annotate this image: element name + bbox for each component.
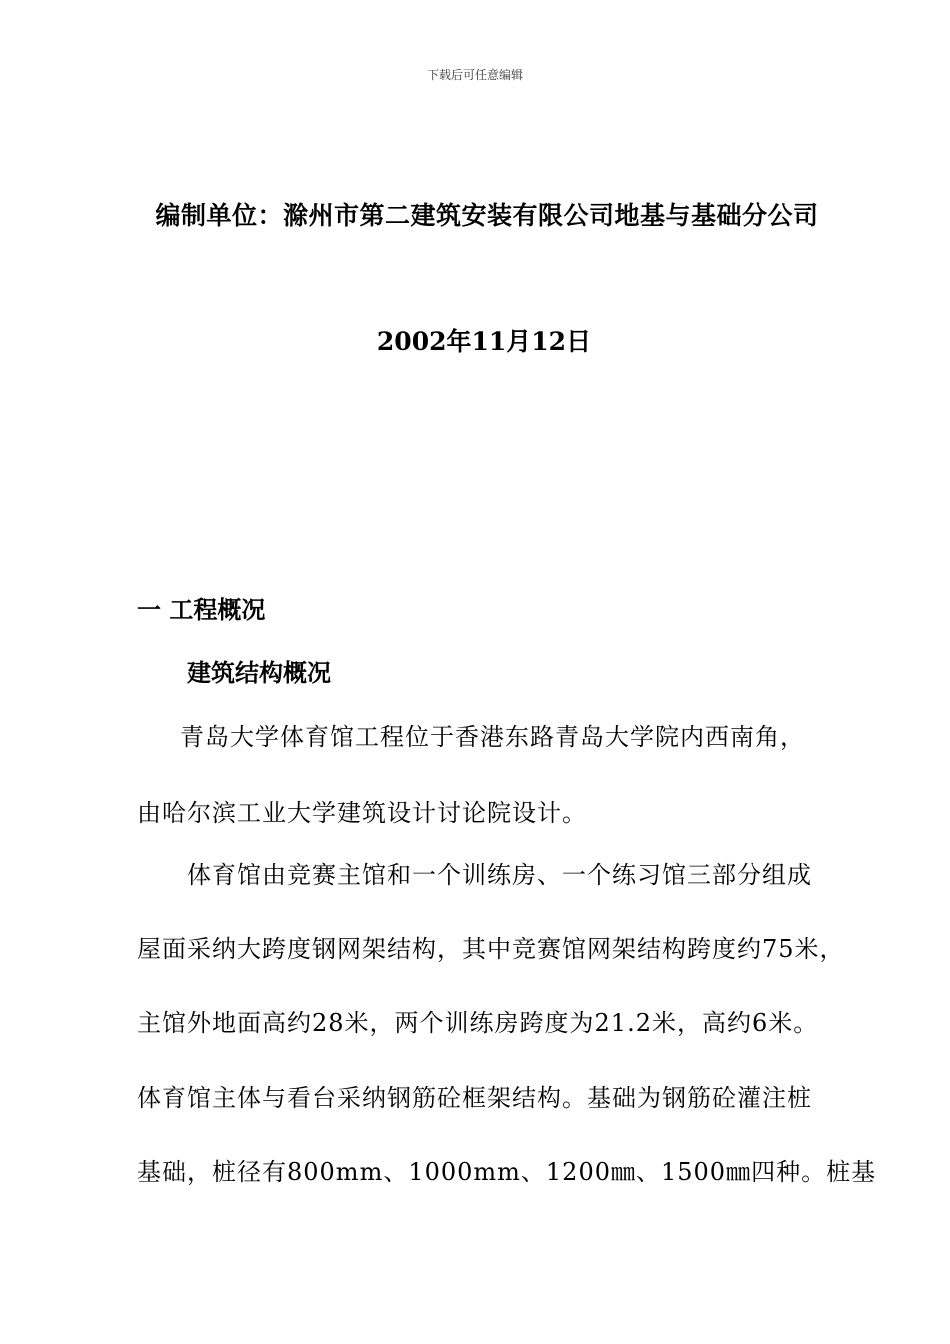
header-note: 下载后可任意编辑 xyxy=(426,68,523,82)
organization-title: 编制单位：滁州市第二建筑安装有限公司地基与基础分公司 xyxy=(155,201,819,230)
body-line: 屋面采纳大跨度钢网架结构，其中竞赛馆网架结构跨度约75米， xyxy=(137,935,845,963)
body-line: 体育馆由竞赛主馆和一个训练房、一个练习馆三部分组成 xyxy=(187,861,812,889)
body-line: 由哈尔滨工业大学建筑设计讨论院设计。 xyxy=(137,799,587,827)
body-line: 基础，桩径有800mm、1000mm、1200㎜、1500㎜四种。桩基 xyxy=(137,1158,877,1186)
body-line: 体育馆主体与看台采纳钢筋砼框架结构。基础为钢筋砼灌注桩 xyxy=(137,1084,812,1112)
body-line: 主馆外地面高约28米，两个训练房跨度为21.2米，高约6米。 xyxy=(137,1009,819,1037)
body-line: 青岛大学体育馆工程位于香港东路青岛大学院内西南角， xyxy=(180,723,805,751)
subsection-heading: 建筑结构概况 xyxy=(187,658,331,687)
document-date: 2002年11月12日 xyxy=(376,327,592,356)
section-heading: 一 工程概况 xyxy=(137,595,266,624)
